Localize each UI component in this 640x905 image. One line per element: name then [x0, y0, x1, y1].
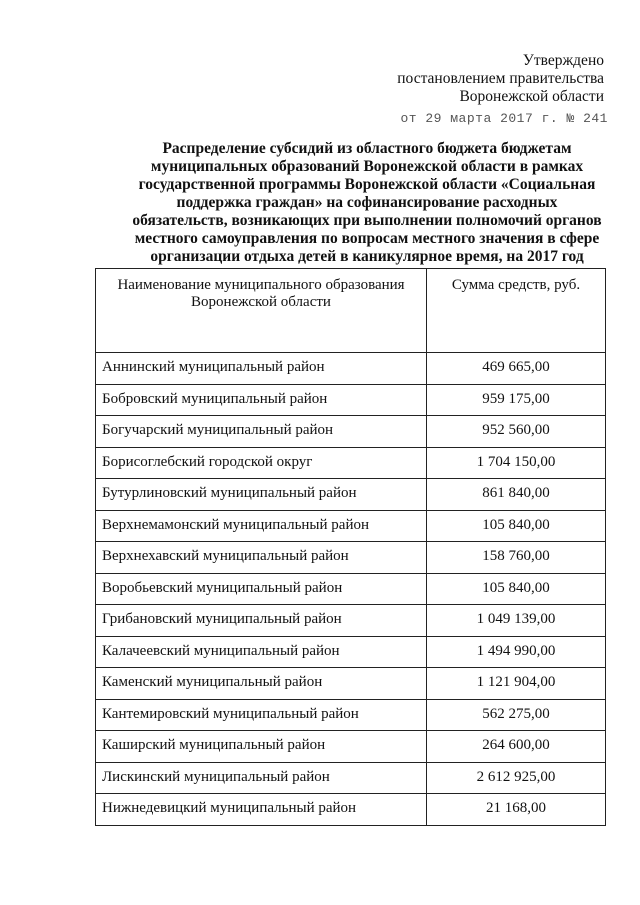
- table-row: [96, 510, 606, 542]
- municipality-name-cell: Бутурлиновский муниципальный район: [96, 479, 427, 511]
- subsidy-amount-cell: 562 275,00: [427, 699, 606, 731]
- municipality-name-cell: Верхнехавский муниципальный район: [96, 542, 427, 574]
- subsidy-amount-cell: 105 840,00: [427, 510, 606, 542]
- subsidy-table: [95, 268, 606, 826]
- municipality-name-cell: Богучарский муниципальный район: [96, 416, 427, 448]
- municipality-name-cell: Каширский муниципальный район: [96, 731, 427, 763]
- table-row: [96, 353, 606, 385]
- table-row: [96, 636, 606, 668]
- table-row: [96, 416, 606, 448]
- subsidy-amount-cell: 952 560,00: [427, 416, 606, 448]
- subsidy-amount-cell: 861 840,00: [427, 479, 606, 511]
- approval-line-3: Воронежской области: [459, 88, 604, 105]
- approval-line-2: постановлением правительства: [397, 70, 604, 87]
- table-row: [96, 794, 606, 826]
- approval-line-1: Утверждено: [522, 52, 604, 69]
- table-row: [96, 668, 606, 700]
- subsidy-amount-cell: 264 600,00: [427, 731, 606, 763]
- municipality-name-cell: Калачеевский муниципальный район: [96, 636, 427, 668]
- subsidy-amount-cell: 1 049 139,00: [427, 605, 606, 637]
- table-row: [96, 542, 606, 574]
- subsidy-amount-cell: 469 665,00: [427, 353, 606, 385]
- municipality-name-cell: Лискинский муниципальный район: [96, 762, 427, 794]
- subsidy-amount-cell: 105 840,00: [427, 573, 606, 605]
- municipality-name-cell: Грибановский муниципальный район: [96, 605, 427, 637]
- approval-date-stamp: от 29 марта 2017 г. № 241: [400, 111, 608, 126]
- subsidy-amount-cell: 1 494 990,00: [427, 636, 606, 668]
- municipality-name-cell: Борисоглебский городской округ: [96, 447, 427, 479]
- municipality-name-cell: Каменский муниципальный район: [96, 668, 427, 700]
- municipality-name-cell: Нижнедевицкий муниципальный район: [96, 794, 427, 826]
- municipality-name-cell: Верхнемамонский муниципальный район: [96, 510, 427, 542]
- table-row: [96, 731, 606, 763]
- table-row: [96, 384, 606, 416]
- subsidy-amount-cell: 158 760,00: [427, 542, 606, 574]
- municipality-name-cell: Воробьевский муниципальный район: [96, 573, 427, 605]
- subsidy-amount-cell: 2 612 925,00: [427, 762, 606, 794]
- table-row: [96, 762, 606, 794]
- subsidy-amount-cell: 21 168,00: [427, 794, 606, 826]
- column-header-sum: Сумма средств, руб.: [427, 269, 606, 353]
- table-row: [96, 447, 606, 479]
- municipality-name-cell: Аннинский муниципальный район: [96, 353, 427, 385]
- document-title: Распределение субсидий из областного бюджета бюджетам муниципальных образований Воронежской области в рамках государственной программы Воронежской области «Социальная поддержка граждан» на софинансирование расходных обязательств, возникающих при выполнении полномочий органов местного самоуправления по вопросам местного значения в сфере организации отдыха детей в каникулярное время, на 2017 год: [132, 140, 602, 265]
- subsidy-amount-cell: 1 121 904,00: [427, 668, 606, 700]
- municipality-name-cell: Бобровский муниципальный район: [96, 384, 427, 416]
- column-header-name: Наименование муниципального образования Воронежской области: [96, 269, 427, 353]
- table-row: [96, 479, 606, 511]
- table-header-row: [96, 269, 606, 353]
- subsidy-amount-cell: 1 704 150,00: [427, 447, 606, 479]
- table-row: [96, 573, 606, 605]
- table-row: [96, 699, 606, 731]
- table-row: [96, 605, 606, 637]
- municipality-name-cell: Кантемировский муниципальный район: [96, 699, 427, 731]
- subsidy-amount-cell: 959 175,00: [427, 384, 606, 416]
- approval-block: [397, 52, 608, 128]
